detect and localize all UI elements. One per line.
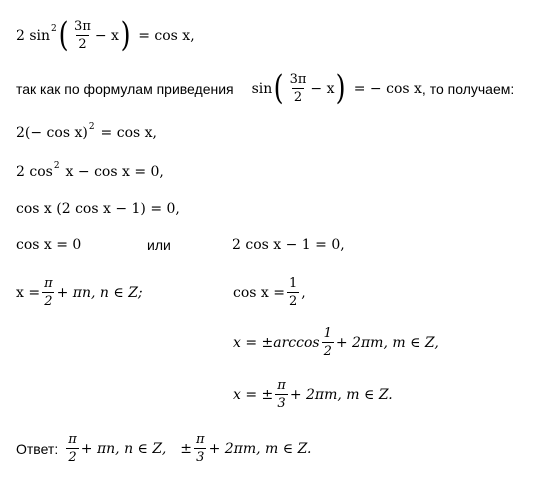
eq7-fraction <box>42 277 55 308</box>
eq1-sup: 2 <box>51 24 57 34</box>
eq8-fraction <box>322 327 334 358</box>
eq8-den: 2 <box>323 344 332 359</box>
equation-line-6-right <box>232 238 345 252</box>
ans-p2: + 2πm, m ∈ Z. <box>208 440 312 457</box>
equation-line-7-left <box>16 277 143 308</box>
eq3-text1: 2(− cos x) <box>16 125 88 141</box>
ans-num2: π <box>196 432 205 447</box>
eq2-tail: , то получаем: <box>421 80 515 97</box>
eq2-den: 2 <box>293 90 303 105</box>
eq1-post1: − x <box>94 27 119 44</box>
eq8-num: 1 <box>323 326 332 341</box>
eq1-fraction <box>72 20 93 51</box>
ans-num1: π <box>68 432 77 447</box>
eq2-rhs: = − cos x <box>353 80 422 97</box>
eq8-post: + 2πm, m ∈ Z, <box>335 334 439 351</box>
eq2-sin: sin <box>251 80 273 97</box>
paren-open: ( <box>58 14 69 55</box>
ans-p1: + πn, n ∈ Z, <box>80 440 167 457</box>
eq9-den: 3 <box>277 396 286 411</box>
eq4-sup: 2 <box>53 160 60 171</box>
eq8-pre: x = ±arccos <box>233 334 320 351</box>
eq7-den2: 2 <box>288 294 298 309</box>
answer-fraction-2 <box>194 433 207 464</box>
eq1-den: 2 <box>78 37 87 52</box>
eq2-num: 3π <box>289 72 307 87</box>
eq9-pre: x = ± <box>233 386 274 403</box>
ans-den1: 2 <box>68 450 77 465</box>
ans-den2: 3 <box>196 450 205 465</box>
eq5-text: cos x (2 cos x − 1) = 0, <box>16 201 180 217</box>
equation-line-3 <box>16 121 157 141</box>
equation-line-5 <box>16 202 180 216</box>
eq7-x: x = <box>16 284 41 301</box>
answer-fraction-1 <box>66 433 79 464</box>
eq1-post2: = cos x, <box>138 27 195 44</box>
eq2-mid: − x <box>310 80 335 97</box>
reduction-text: так как по формулам приведения <box>16 80 234 97</box>
eq1-pre: 2 sin <box>16 27 51 44</box>
eq9-post: + 2πm, m ∈ Z. <box>289 386 393 403</box>
eq3-sup: 2 <box>88 121 95 132</box>
equation-line-2 <box>16 67 515 108</box>
equation-line-9 <box>233 379 393 410</box>
answer-line <box>16 433 312 464</box>
eq7-num2: 1 <box>288 276 298 291</box>
paren-close: ) <box>336 67 347 108</box>
eq9-fraction <box>275 379 288 410</box>
eq7-den: 2 <box>44 294 53 309</box>
paren-open: ( <box>273 67 284 108</box>
equation-line-4 <box>16 160 164 180</box>
eq6-right: 2 cos x − 1 = 0, <box>232 237 345 253</box>
eq7-cos: cos x = <box>233 284 285 301</box>
eq2-fraction <box>288 73 309 104</box>
paren-close: ) <box>120 14 131 55</box>
eq1-num: 3π <box>74 19 91 34</box>
eq7-post2: , <box>301 284 306 301</box>
eq6-left: cos x = 0 <box>16 237 82 253</box>
equation-line-8 <box>233 327 439 358</box>
equation-line-7-right <box>233 277 306 308</box>
eq4-post: x − cos x = 0, <box>65 164 164 180</box>
eq4-pre: 2 cos <box>16 164 53 180</box>
equation-line-1 <box>16 14 195 55</box>
eq6-ili: или <box>147 237 171 253</box>
eq7-fraction-2 <box>287 277 299 308</box>
eq9-num: π <box>277 378 286 393</box>
eq7-post: + πn, n ∈ Z; <box>56 284 143 301</box>
equation-line-6-or <box>147 238 171 252</box>
equation-line-6-left <box>16 238 81 252</box>
answer-label: Ответ: <box>16 440 59 457</box>
ans-pm: ± <box>180 440 193 457</box>
eq7-num: π <box>44 276 53 291</box>
eq3-text2: = cos x, <box>100 125 157 141</box>
